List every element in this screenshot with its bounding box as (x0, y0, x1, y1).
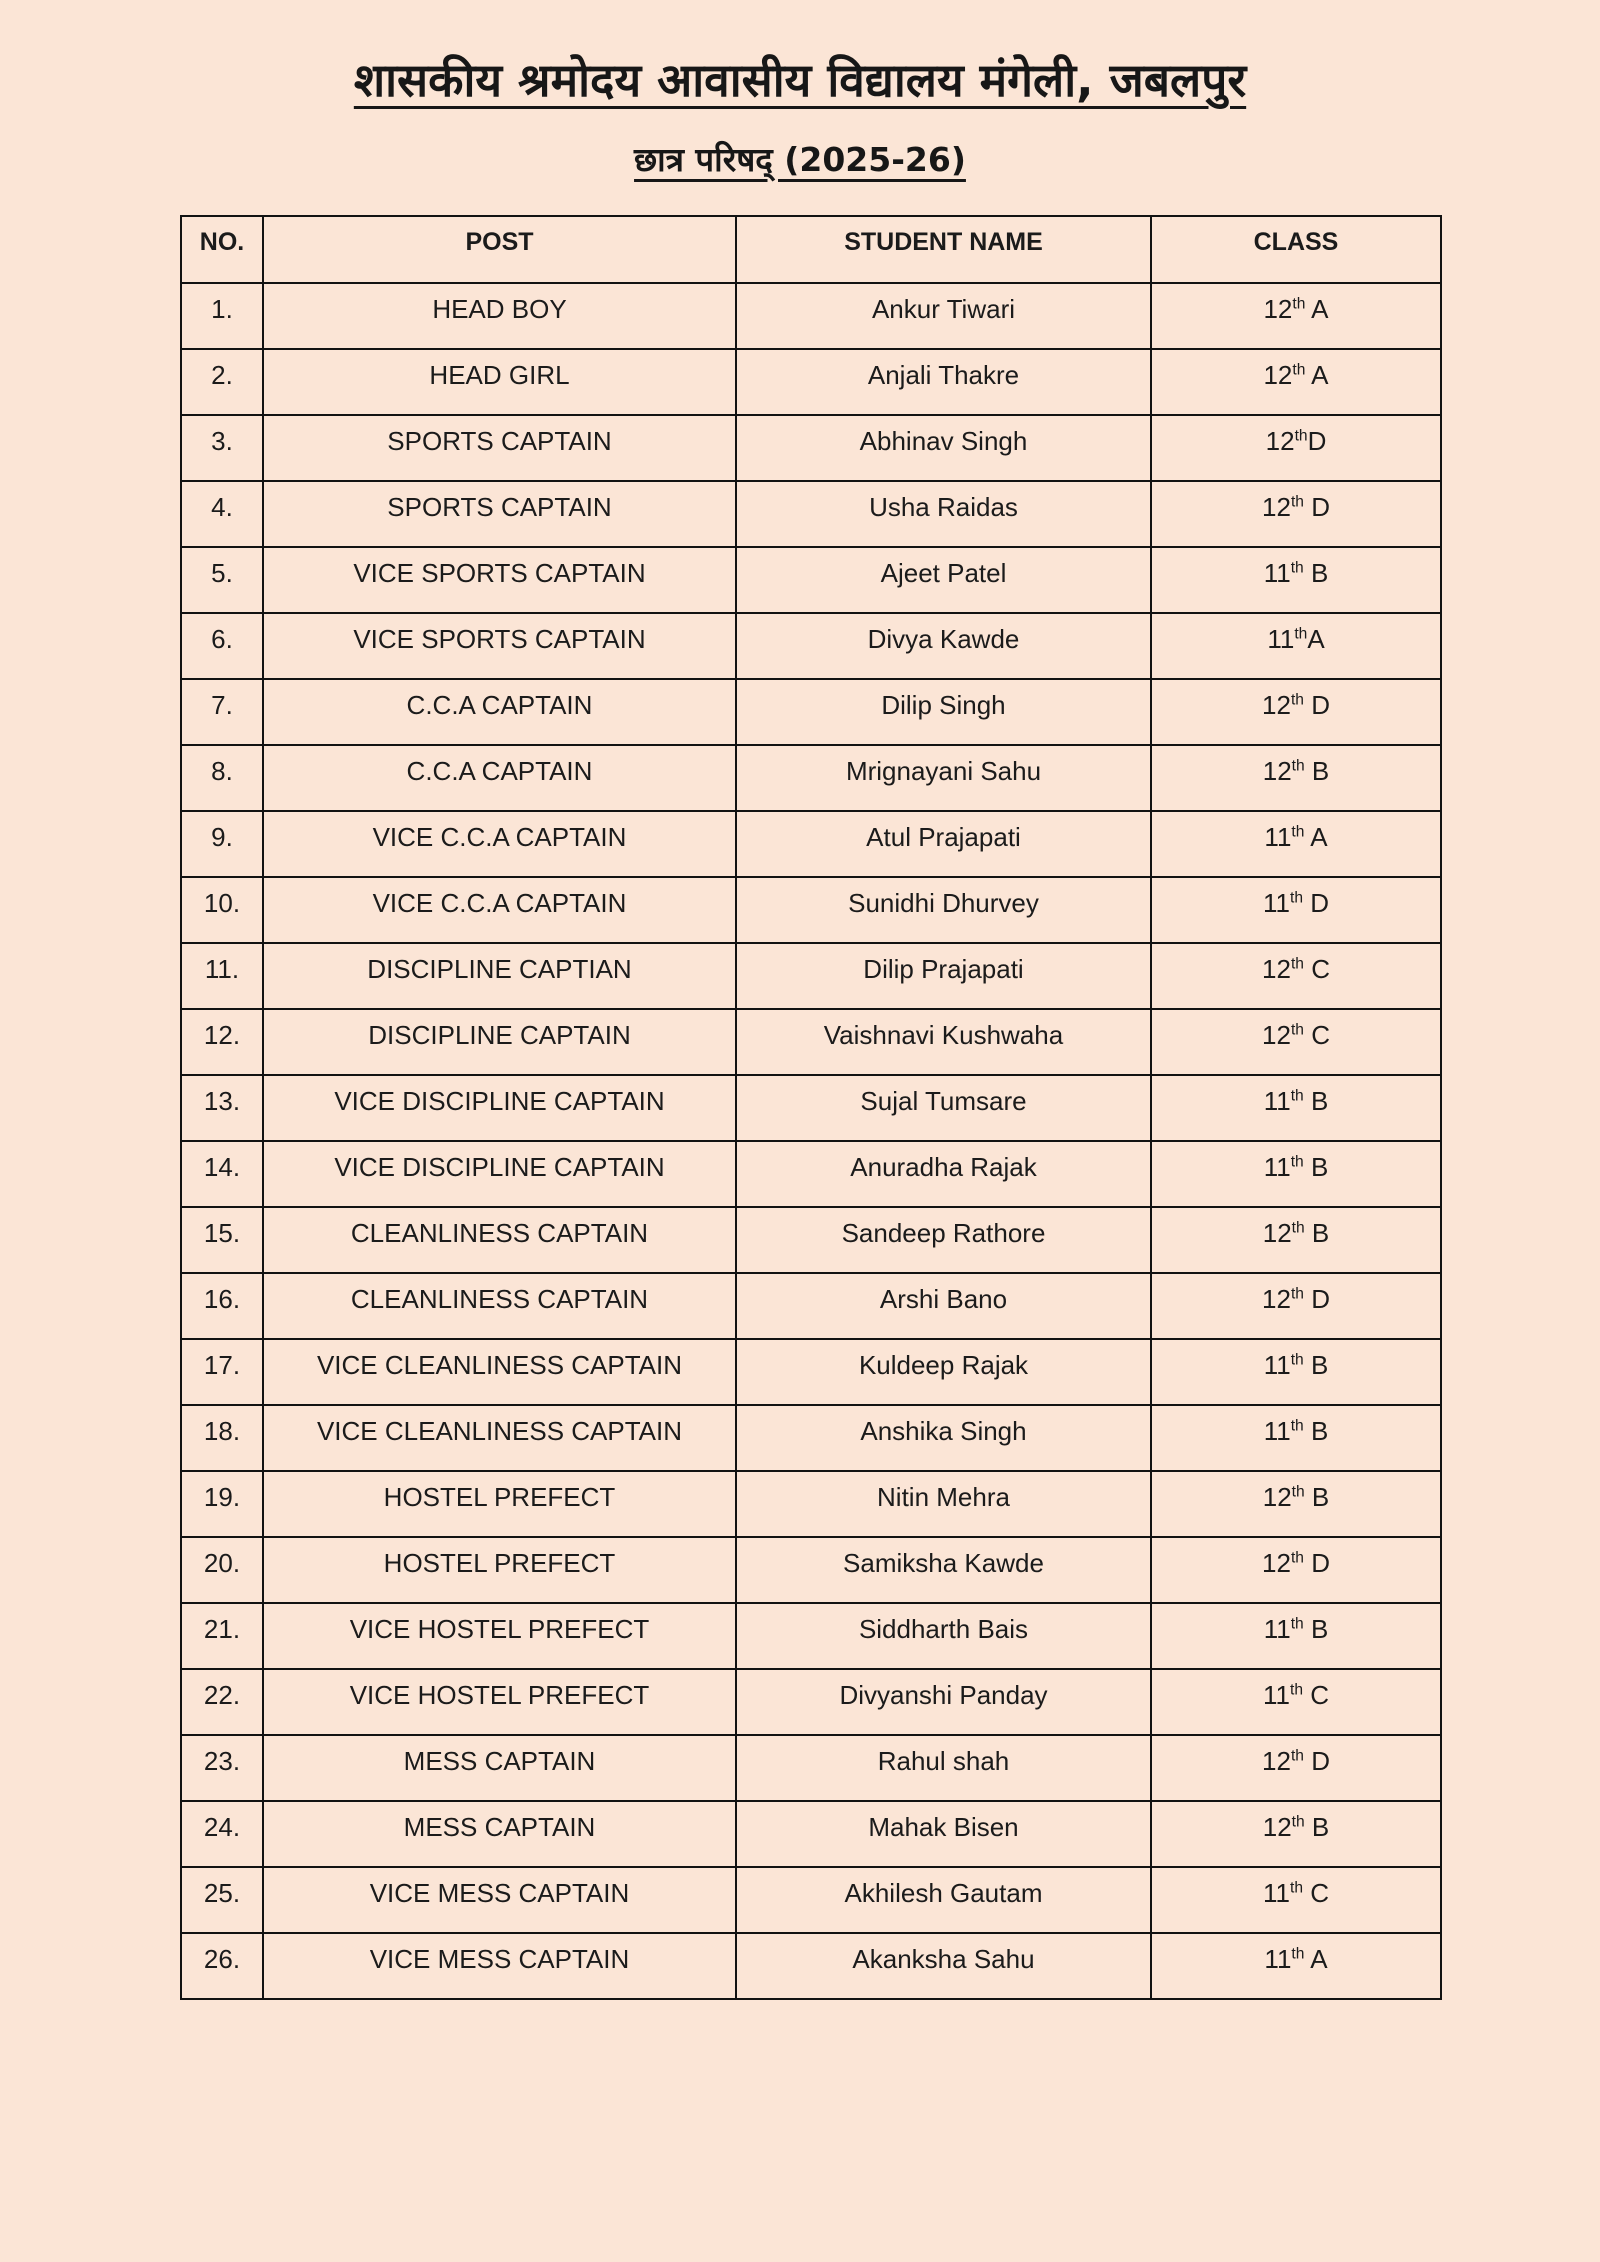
post-label: HOSTEL PREFECT (383, 1548, 616, 1579)
student-name-cell (736, 1867, 1151, 1933)
class-cell (1151, 1471, 1441, 1537)
post-cell (263, 1735, 736, 1801)
row-number-cell (181, 613, 263, 679)
class-section: B (1303, 1086, 1329, 1117)
student-name-cell (736, 1405, 1151, 1471)
row-number-cell (181, 1405, 263, 1471)
row-number-cell (181, 1801, 263, 1867)
class-cell (1151, 415, 1441, 481)
post-label: MESS CAPTAIN (403, 1746, 596, 1777)
class-cell (1151, 1009, 1441, 1075)
class-ordinal-superscript: th (1290, 691, 1304, 709)
row-number-cell (181, 1207, 263, 1273)
row-number-cell (181, 415, 263, 481)
student-name: Akanksha Sahu (852, 1944, 1035, 1975)
class-grade: 12 (1262, 1482, 1292, 1513)
class-cell (1151, 1075, 1441, 1141)
class-cell (1151, 349, 1441, 415)
post-cell (263, 1669, 736, 1735)
class-cell (1151, 1273, 1441, 1339)
class-ordinal-superscript: th (1290, 1285, 1304, 1303)
class-section: D (1303, 1746, 1330, 1777)
class-ordinal-superscript: th (1291, 823, 1305, 841)
student-name: Mahak Bisen (868, 1812, 1019, 1843)
post-cell (263, 1009, 736, 1075)
class-grade: 12 (1262, 492, 1291, 523)
row-number: 13. (203, 1086, 241, 1117)
post-label: C.C.A CAPTAIN (406, 690, 593, 721)
post-label: VICE DISCIPLINE CAPTAIN (334, 1086, 665, 1117)
class-cell (1151, 547, 1441, 613)
post-label: HOSTEL PREFECT (383, 1482, 616, 1513)
row-number-cell (181, 1669, 263, 1735)
post-cell (263, 547, 736, 613)
row-number-cell (181, 877, 263, 943)
table-row (181, 1405, 1441, 1471)
class-ordinal-superscript: th (1290, 1021, 1304, 1039)
class-grade: 11 (1264, 1944, 1292, 1975)
class-ordinal-superscript: th (1291, 757, 1305, 775)
student-name-cell (736, 679, 1151, 745)
class-ordinal-superscript: th (1290, 1153, 1304, 1171)
class-section: C (1303, 954, 1330, 985)
post-label: VICE SPORTS CAPTAIN (353, 624, 646, 655)
student-name: Usha Raidas (869, 492, 1018, 523)
row-number: 18. (203, 1416, 241, 1447)
post-label: VICE C.C.A CAPTAIN (372, 822, 627, 853)
class-grade: 12 (1265, 426, 1295, 457)
class-section: B (1303, 1350, 1329, 1381)
class-grade: 12 (1262, 1548, 1291, 1579)
student-name: Arshi Bano (879, 1284, 1008, 1315)
class-section: B (1303, 1152, 1329, 1183)
post-label: VICE CLEANLINESS CAPTAIN (316, 1416, 683, 1447)
post-label: CLEANLINESS CAPTAIN (350, 1218, 649, 1249)
post-label: MESS CAPTAIN (403, 1812, 596, 1843)
post-label: VICE SPORTS CAPTAIN (353, 558, 646, 589)
post-label: DISCIPLINE CAPTIAN (367, 954, 632, 985)
table-row (181, 1339, 1441, 1405)
class-section: C (1303, 1878, 1329, 1909)
class-section: B (1304, 756, 1330, 787)
row-number-cell (181, 943, 263, 1009)
class-cell (1151, 679, 1441, 745)
class-ordinal-superscript: th (1290, 1417, 1304, 1435)
class-section: B (1303, 558, 1329, 589)
class-grade: 11 (1262, 1680, 1290, 1711)
row-number: 5. (211, 558, 233, 589)
class-ordinal-superscript: th (1290, 559, 1304, 577)
row-number-cell (181, 1735, 263, 1801)
student-name: Divyanshi Panday (839, 1680, 1048, 1711)
post-cell (263, 1405, 736, 1471)
class-ordinal-superscript: th (1294, 427, 1308, 445)
post-label: HEAD BOY (432, 294, 567, 325)
row-number-cell (181, 1537, 263, 1603)
student-name: Sujal Tumsare (860, 1086, 1027, 1117)
row-number: 1. (211, 294, 233, 325)
post-cell (263, 1075, 736, 1141)
table-row (181, 943, 1441, 1009)
class-ordinal-superscript: th (1290, 1615, 1304, 1633)
class-grade: 11 (1262, 888, 1290, 919)
student-name-cell (736, 1603, 1151, 1669)
post-cell (263, 1207, 736, 1273)
class-ordinal-superscript: th (1289, 889, 1303, 907)
header-class: CLASS (1151, 216, 1441, 283)
class-ordinal-superscript: th (1290, 1351, 1304, 1369)
class-section: D (1303, 492, 1330, 523)
post-cell (263, 349, 736, 415)
class-grade: 11 (1262, 1878, 1290, 1909)
student-name-cell (736, 1933, 1151, 1999)
class-grade: 11 (1263, 1086, 1291, 1117)
post-label: HEAD GIRL (429, 360, 570, 391)
post-cell (263, 1603, 736, 1669)
class-section: B (1304, 1482, 1330, 1513)
class-section: D (1303, 1548, 1330, 1579)
student-name-cell (736, 1801, 1151, 1867)
row-number-cell (181, 1603, 263, 1669)
class-grade: 12 (1262, 690, 1291, 721)
table-row (181, 481, 1441, 547)
student-name-cell (736, 1339, 1151, 1405)
table-row (181, 1603, 1441, 1669)
class-section: C (1303, 1680, 1329, 1711)
student-name-cell (736, 1141, 1151, 1207)
class-cell (1151, 283, 1441, 349)
row-number: 15. (203, 1218, 241, 1249)
post-cell (263, 1141, 736, 1207)
table-row (181, 1867, 1441, 1933)
student-name-cell (736, 877, 1151, 943)
student-name: Dilip Prajapati (863, 954, 1024, 985)
class-section: A (1304, 822, 1328, 853)
row-number-cell (181, 1933, 263, 1999)
row-number-cell (181, 1141, 263, 1207)
student-name: Sandeep Rathore (841, 1218, 1046, 1249)
row-number-cell (181, 1471, 263, 1537)
student-name-cell (736, 1075, 1151, 1141)
row-number: 14. (203, 1152, 241, 1183)
class-grade: 12 (1262, 1020, 1291, 1051)
post-label: VICE C.C.A CAPTAIN (372, 888, 627, 919)
post-label: VICE CLEANLINESS CAPTAIN (316, 1350, 683, 1381)
class-grade: 11 (1263, 1614, 1291, 1645)
class-grade: 12 (1262, 1284, 1291, 1315)
table-row (181, 613, 1441, 679)
class-cell (1151, 1801, 1441, 1867)
class-cell (1151, 613, 1441, 679)
class-section: A (1307, 624, 1325, 655)
class-ordinal-superscript: th (1289, 1681, 1303, 1699)
class-ordinal-superscript: th (1292, 295, 1306, 313)
post-cell (263, 1933, 736, 1999)
student-name: Nitin Mehra (877, 1482, 1010, 1513)
post-cell (263, 1801, 736, 1867)
student-name-cell (736, 1471, 1151, 1537)
table-header-row (181, 216, 1441, 283)
row-number-cell (181, 745, 263, 811)
post-label: VICE HOSTEL PREFECT (349, 1614, 650, 1645)
class-grade: 11 (1263, 1152, 1291, 1183)
student-name-cell (736, 349, 1151, 415)
student-name: Anuradha Rajak (850, 1152, 1037, 1183)
class-ordinal-superscript: th (1289, 1879, 1303, 1897)
row-number: 10. (203, 888, 241, 919)
class-grade: 11 (1263, 1350, 1291, 1381)
table-row (181, 547, 1441, 613)
class-cell (1151, 1405, 1441, 1471)
class-grade: 11 (1263, 558, 1291, 589)
class-ordinal-superscript: th (1291, 1483, 1305, 1501)
student-name: Divya Kawde (867, 624, 1020, 655)
class-ordinal-superscript: th (1291, 1945, 1305, 1963)
student-name: Samiksha Kawde (843, 1548, 1044, 1579)
class-cell (1151, 1669, 1441, 1735)
table-row (181, 745, 1441, 811)
header-student-name: STUDENT NAME (736, 216, 1151, 283)
table-row (181, 415, 1441, 481)
class-grade: 11 (1263, 1416, 1291, 1447)
row-number: 8. (211, 756, 233, 787)
student-name-cell (736, 745, 1151, 811)
page-subtitle: छात्र परिषद् (2025-26) (634, 139, 966, 179)
post-cell (263, 1867, 736, 1933)
row-number: 16. (203, 1284, 241, 1315)
class-cell (1151, 1867, 1441, 1933)
class-grade: 12 (1262, 1812, 1292, 1843)
post-cell (263, 943, 736, 1009)
table-row (181, 1273, 1441, 1339)
post-cell (263, 877, 736, 943)
class-grade: 12 (1262, 1218, 1292, 1249)
class-cell (1151, 877, 1441, 943)
class-section: D (1303, 690, 1330, 721)
class-ordinal-superscript: th (1294, 625, 1308, 643)
table-row (181, 679, 1441, 745)
class-section: C (1303, 1020, 1330, 1051)
table-row (181, 877, 1441, 943)
row-number: 21. (203, 1614, 241, 1645)
student-name-cell (736, 1273, 1151, 1339)
table-row (181, 1669, 1441, 1735)
student-name-cell (736, 547, 1151, 613)
class-cell (1151, 943, 1441, 1009)
class-grade: 11 (1267, 624, 1295, 655)
class-section: A (1305, 294, 1329, 325)
row-number: 6. (211, 624, 233, 655)
table-row (181, 1075, 1441, 1141)
row-number-cell (181, 1273, 263, 1339)
class-section: A (1304, 1944, 1328, 1975)
row-number: 17. (203, 1350, 241, 1381)
post-cell (263, 415, 736, 481)
class-grade: 12 (1262, 756, 1292, 787)
class-section: B (1303, 1416, 1329, 1447)
post-cell (263, 1339, 736, 1405)
row-number-cell (181, 679, 263, 745)
row-number: 22. (203, 1680, 241, 1711)
row-number: 26. (203, 1944, 241, 1975)
student-name-cell (736, 1669, 1151, 1735)
class-ordinal-superscript: th (1290, 493, 1304, 511)
table-row (181, 283, 1441, 349)
class-cell (1151, 1339, 1441, 1405)
class-cell (1151, 1603, 1441, 1669)
student-name: Anshika Singh (860, 1416, 1027, 1447)
class-ordinal-superscript: th (1290, 955, 1304, 973)
row-number: 24. (203, 1812, 241, 1843)
student-name-cell (736, 613, 1151, 679)
class-cell (1151, 745, 1441, 811)
post-cell (263, 1537, 736, 1603)
class-section: B (1303, 1614, 1329, 1645)
student-name: Atul Prajapati (866, 822, 1021, 853)
student-name: Dilip Singh (881, 690, 1006, 721)
student-name-cell (736, 1537, 1151, 1603)
class-ordinal-superscript: th (1290, 1549, 1304, 1567)
student-name: Anjali Thakre (867, 360, 1020, 391)
class-section: D (1303, 1284, 1330, 1315)
table-row (181, 1933, 1441, 1999)
class-grade: 12 (1263, 360, 1293, 391)
class-ordinal-superscript: th (1292, 361, 1306, 379)
student-name: Ajeet Patel (880, 558, 1007, 589)
table-row (181, 1735, 1441, 1801)
post-label: DISCIPLINE CAPTAIN (368, 1020, 631, 1051)
row-number: 11. (204, 954, 240, 985)
student-name: Akhilesh Gautam (844, 1878, 1043, 1909)
class-section: A (1305, 360, 1329, 391)
header-no: NO. (181, 216, 263, 283)
student-name: Rahul shah (877, 1746, 1010, 1777)
post-cell (263, 679, 736, 745)
row-number-cell (181, 547, 263, 613)
class-section: B (1304, 1218, 1330, 1249)
post-label: C.C.A CAPTAIN (406, 756, 593, 787)
class-cell (1151, 1141, 1441, 1207)
row-number: 23. (203, 1746, 241, 1777)
class-cell (1151, 811, 1441, 877)
row-number: 2. (211, 360, 233, 391)
class-section: D (1307, 426, 1327, 457)
post-label: CLEANLINESS CAPTAIN (350, 1284, 649, 1315)
table-row (181, 1537, 1441, 1603)
row-number-cell (181, 349, 263, 415)
row-number-cell (181, 481, 263, 547)
table-row (181, 1141, 1441, 1207)
post-cell (263, 613, 736, 679)
post-cell (263, 811, 736, 877)
row-number-cell (181, 1339, 263, 1405)
table-row (181, 811, 1441, 877)
student-name-cell (736, 1735, 1151, 1801)
class-ordinal-superscript: th (1290, 1747, 1304, 1765)
student-name-cell (736, 1009, 1151, 1075)
row-number: 4. (211, 492, 233, 523)
table-row (181, 1471, 1441, 1537)
header-post: POST (263, 216, 736, 283)
row-number: 25. (203, 1878, 241, 1909)
student-council-table (180, 215, 1442, 2000)
class-section: B (1304, 1812, 1330, 1843)
row-number: 9. (211, 822, 233, 853)
post-label: VICE MESS CAPTAIN (369, 1878, 630, 1909)
class-grade: 12 (1262, 1746, 1291, 1777)
class-ordinal-superscript: th (1290, 1087, 1304, 1105)
row-number-cell (181, 1867, 263, 1933)
student-name: Kuldeep Rajak (858, 1350, 1029, 1381)
row-number-cell (181, 1075, 263, 1141)
page-title: शासकीय श्रमोदय आवासीय विद्यालय मंगेली, जबलपुर (353, 53, 1247, 107)
class-cell (1151, 1537, 1441, 1603)
student-name: Abhinav Singh (859, 426, 1028, 457)
post-cell (263, 283, 736, 349)
post-cell (263, 481, 736, 547)
student-name-cell (736, 1207, 1151, 1273)
class-grade: 12 (1263, 294, 1293, 325)
table-row (181, 1801, 1441, 1867)
post-cell (263, 1273, 736, 1339)
student-name: Vaishnavi Kushwaha (823, 1020, 1064, 1051)
table-row (181, 1207, 1441, 1273)
table-row (181, 1009, 1441, 1075)
row-number: 3. (211, 426, 233, 457)
class-ordinal-superscript: th (1291, 1813, 1305, 1831)
student-name: Sunidhi Dhurvey (848, 888, 1039, 919)
post-cell (263, 1471, 736, 1537)
class-grade: 12 (1262, 954, 1291, 985)
student-name-cell (736, 811, 1151, 877)
post-label: SPORTS CAPTAIN (387, 426, 612, 457)
row-number-cell (181, 283, 263, 349)
post-label: VICE HOSTEL PREFECT (349, 1680, 650, 1711)
class-cell (1151, 1933, 1441, 1999)
post-label: VICE DISCIPLINE CAPTAIN (334, 1152, 665, 1183)
class-cell (1151, 1207, 1441, 1273)
post-label: SPORTS CAPTAIN (387, 492, 612, 523)
row-number: 19. (203, 1482, 241, 1513)
student-name-cell (736, 283, 1151, 349)
class-grade: 11 (1264, 822, 1292, 853)
student-name-cell (736, 943, 1151, 1009)
student-name-cell (736, 415, 1151, 481)
row-number: 20. (203, 1548, 241, 1579)
post-label: VICE MESS CAPTAIN (369, 1944, 630, 1975)
student-name: Ankur Tiwari (871, 294, 1016, 325)
student-name-cell (736, 481, 1151, 547)
row-number: 12. (203, 1020, 241, 1051)
class-cell (1151, 481, 1441, 547)
class-ordinal-superscript: th (1291, 1219, 1305, 1237)
row-number-cell (181, 811, 263, 877)
table-row (181, 349, 1441, 415)
student-name: Mrignayani Sahu (845, 756, 1042, 787)
row-number: 7. (211, 690, 233, 721)
student-name: Siddharth Bais (858, 1614, 1029, 1645)
class-section: D (1303, 888, 1329, 919)
class-cell (1151, 1735, 1441, 1801)
row-number-cell (181, 1009, 263, 1075)
post-cell (263, 745, 736, 811)
